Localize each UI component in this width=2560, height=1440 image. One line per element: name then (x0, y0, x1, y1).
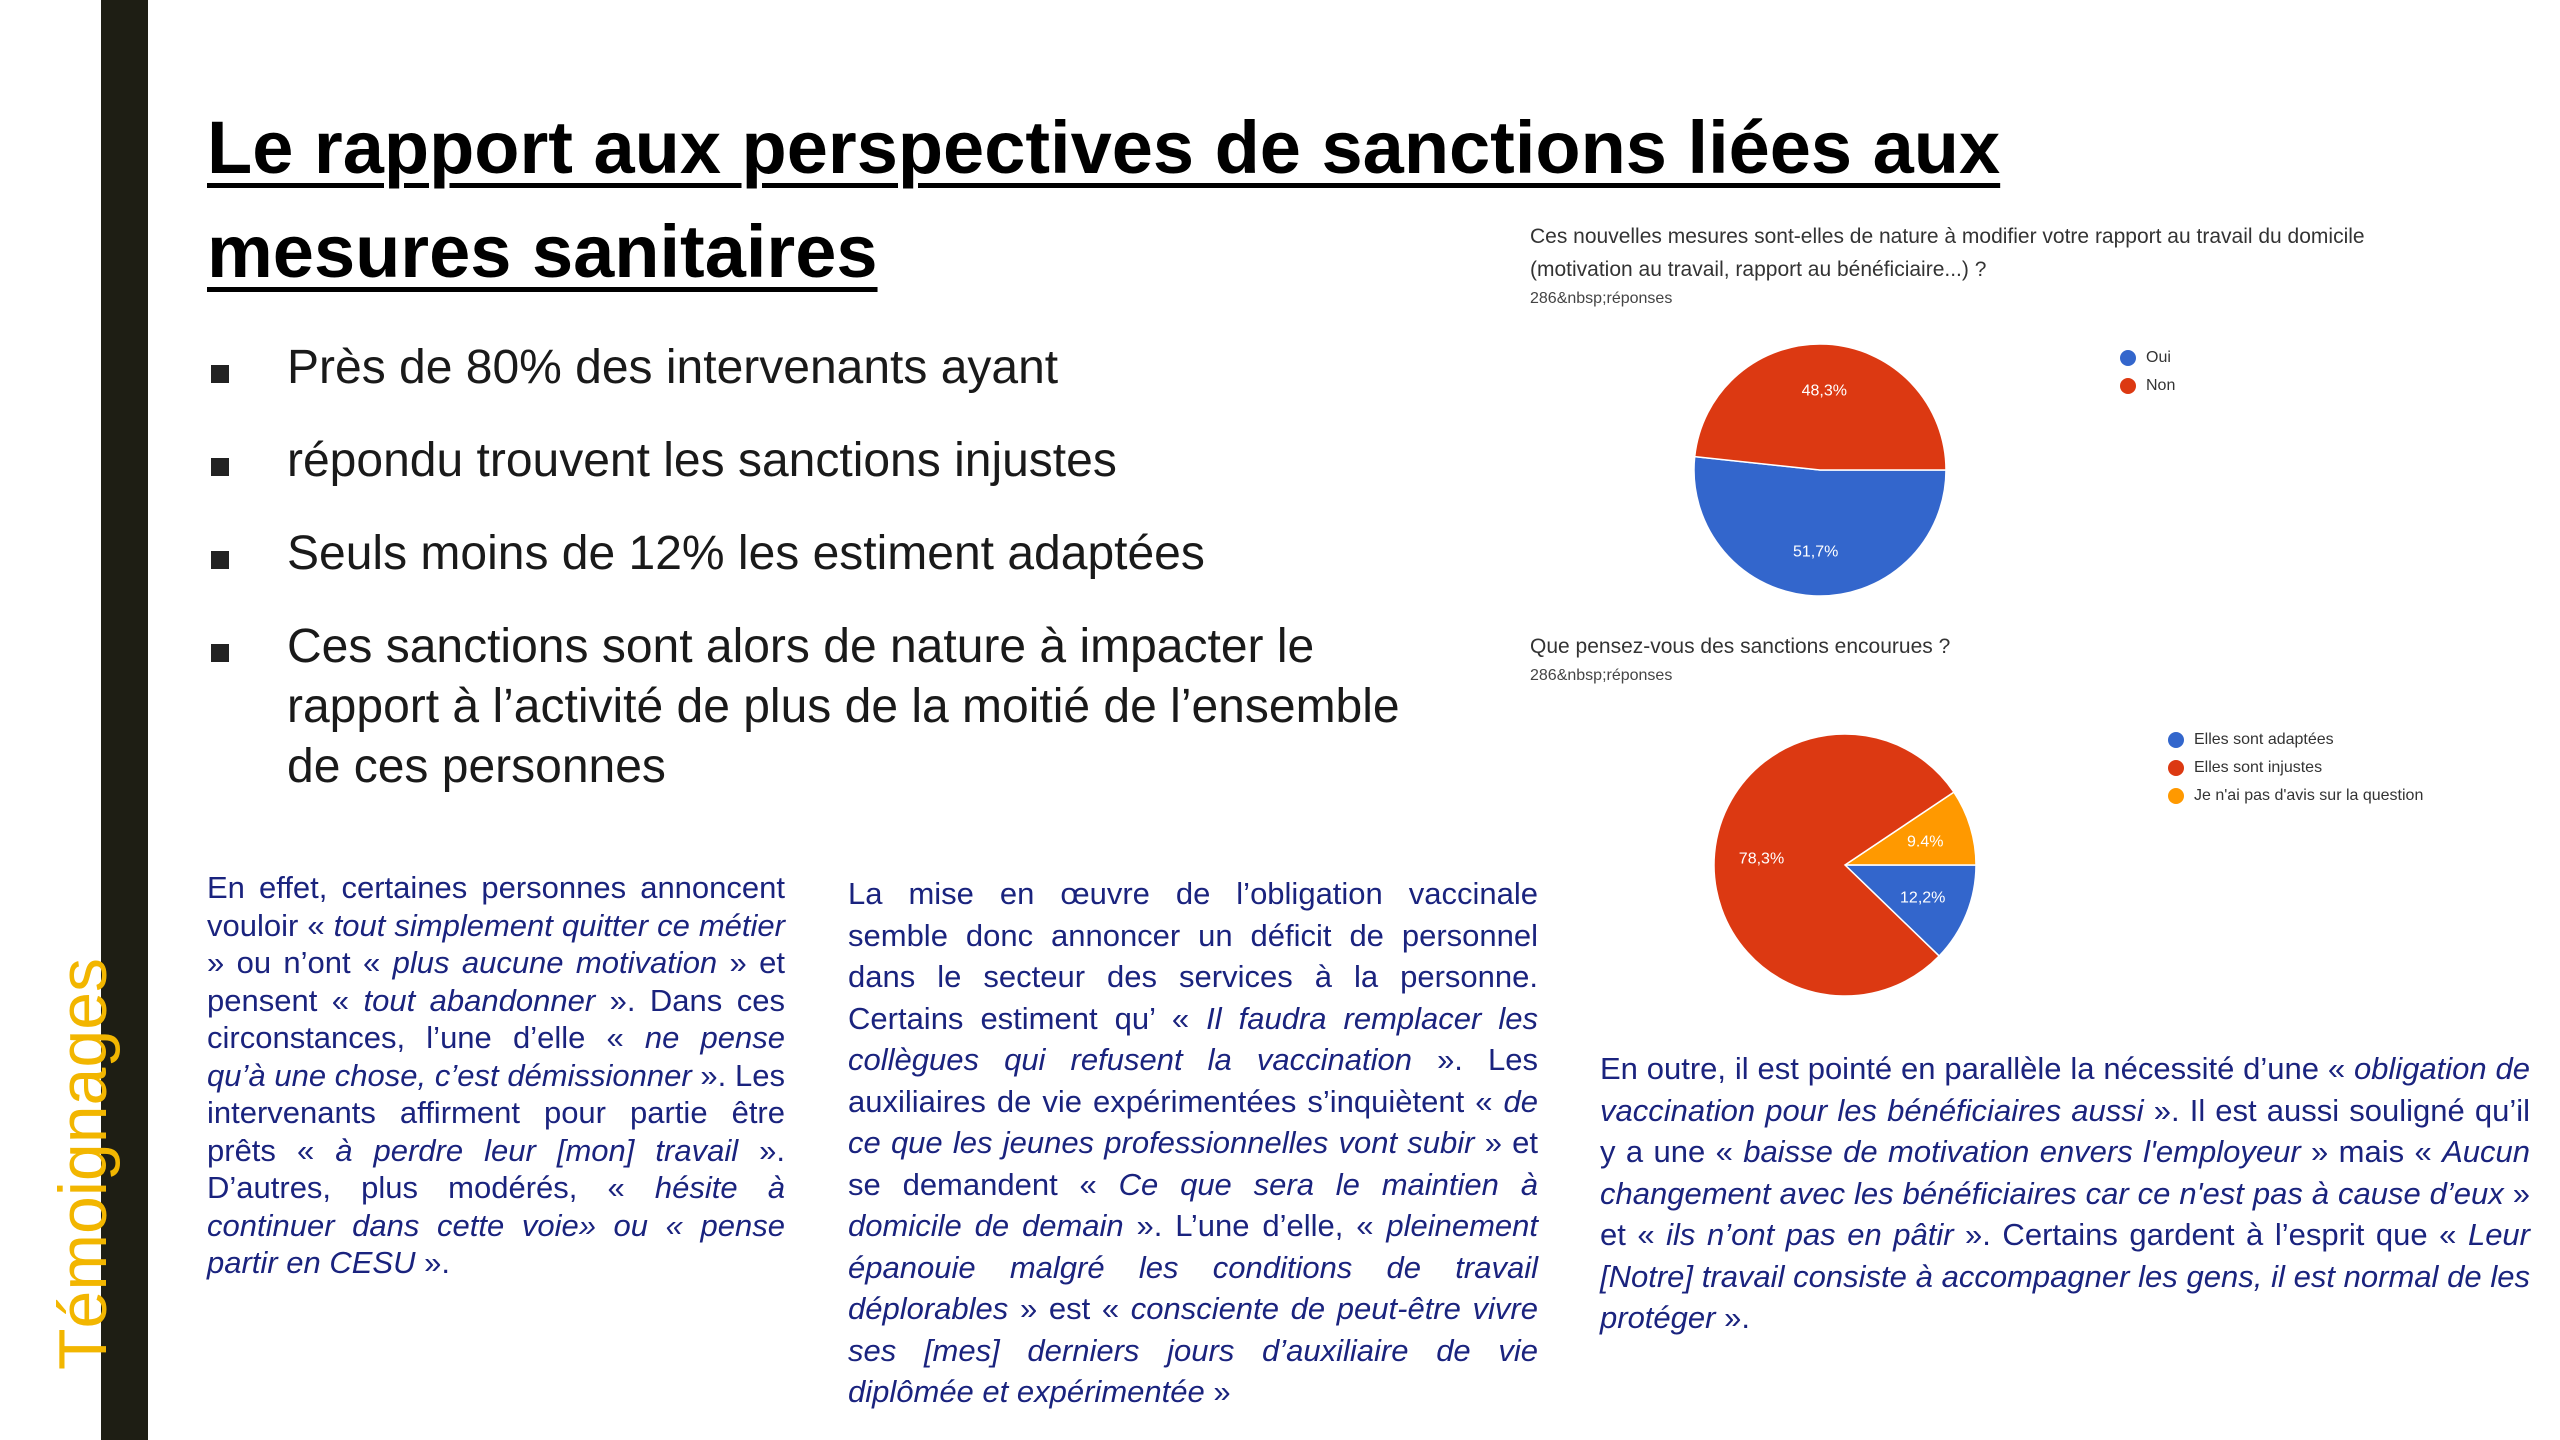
text-run: » mais « (2300, 1134, 2443, 1169)
quote-run: Leur [Notre] travail consiste à accompagner les gens, il est normal de les protéger (1600, 1217, 2530, 1335)
pie-slice-2 (1695, 344, 1946, 470)
legend-entry (2168, 782, 2423, 810)
text-run: ». Il est aussi souligné qu’il y a une « (1600, 1092, 2530, 1169)
text-run: » ou n’ont « (207, 945, 393, 980)
legend-entry (2120, 344, 2175, 372)
text-run: En outre, il est pointé en parallèle la nécessité d’une « (1600, 1051, 2354, 1086)
chart-1-header (1530, 220, 2430, 308)
text-run: ». L’une d’elle, « (1123, 1208, 1387, 1243)
quote-run: de ce que les jeunes professionnelles vont subir (848, 1083, 1538, 1160)
text-run: ». (1715, 1300, 1750, 1335)
quote-run: baisse de motivation envers l'employeur (1743, 1134, 2301, 1169)
bullet-item: Seuls moins de 12% les estiment adaptées (207, 524, 1437, 584)
pie-label-2: 48,3% (1801, 382, 1847, 400)
chart-1-pie (1690, 340, 1950, 600)
text-run: ». Les auxiliaires de vie expérimentées s’inquiètent « (848, 1042, 1538, 1119)
legend-entry (2168, 726, 2423, 754)
pie-label-1: 12,2% (1900, 889, 1946, 907)
testimony-column-1 (207, 869, 785, 1282)
legend-label: Non (2146, 377, 2176, 394)
pie-label-1: 51,7% (1793, 543, 1839, 561)
text-run: ». Certains gardent à l’esprit que « (1953, 1217, 2468, 1252)
quote-run: tout abandonner (363, 982, 596, 1018)
quote-run: Aucun changement avec les bénéficiaires car ce n'est pas à cause d’eux (1600, 1134, 2531, 1211)
quote-run: Il faudra remplacer les collègues qui refusent la vaccination (848, 1000, 1538, 1077)
pie-slice-1 (1694, 457, 1946, 596)
legend-label: Elles sont injustes (2194, 759, 2323, 776)
quote-run: Ce que sera le maintien à domicile de demain (848, 1166, 1538, 1243)
text-run: » et pensent « (207, 945, 785, 1018)
quote-run: hésite à continuer dans cette voie» ou « pense partir en CESU (207, 1170, 786, 1280)
testimony-column-2 (848, 873, 1538, 1413)
testimony-column-3 (1600, 1048, 2530, 1339)
legend-dot (2168, 760, 2184, 776)
side-label: Témoignages (45, 957, 121, 1370)
text-run: ». Dans ces circonstances, l’une d’elle « (207, 982, 785, 1055)
legend-entry (2168, 754, 2423, 782)
legend-entry (2120, 372, 2175, 400)
pie-label-3: 9.4% (1907, 833, 1944, 851)
quote-run: pleinement épanouie malgré les conditions de travail déplorables (848, 1208, 1539, 1326)
chart-1-responses: 286&nbsp;réponses (1530, 290, 1673, 307)
text-run: » et se demandent « (848, 1125, 1538, 1202)
legend-dot (2120, 350, 2136, 366)
legend-dot (2168, 788, 2184, 804)
quote-run: plus aucune motivation (392, 945, 718, 980)
quote-run: consciente de peut-être vivre ses [mes] derniers jours d’auxiliaire de vie diplômée et expérimentée (848, 1291, 1538, 1409)
pie-label-2: 78,3% (1738, 850, 1785, 868)
slide-title: Le rapport aux perspectives de sanctions liées aux mesures sanitaires (207, 106, 2001, 293)
bullet-item: Près de 80% des intervenants ayant (207, 338, 1437, 398)
chart-2-question: Que pensez-vous des sanctions encourues ? (1530, 635, 1951, 658)
text-run: En effet, certaines personnes annoncent vouloir « (207, 870, 785, 943)
bullet-item: Ces sanctions sont alors de nature à impacter le rapport à l’activité de plus de la moitié de l’ensemble de ces personnes (207, 617, 1437, 797)
text-run: La mise en œuvre de l’obligation vaccinale semble donc annoncer un déficit de personnel dans le secteur des services à la personne. Certains estiment qu’ « (848, 876, 1538, 1036)
text-run: ». D’autres, plus modérés, « (207, 1132, 785, 1205)
chart-2-pie (1710, 730, 1980, 1000)
quote-run: tout simplement quitter ce métier (333, 907, 785, 943)
bullet-list (207, 338, 1437, 797)
quote-run: à perdre leur [mon] travail (335, 1132, 739, 1168)
chart-2-responses: 286&nbsp;réponses (1530, 667, 1673, 684)
legend-label: Elles sont adaptées (2194, 731, 2334, 748)
bullet-item: répondu trouvent les sanctions injustes (207, 431, 1437, 491)
text-run: » est « (1008, 1291, 1131, 1326)
legend-dot (2120, 378, 2136, 394)
legend-dot (2168, 732, 2184, 748)
legend-label: Oui (2146, 349, 2171, 366)
text-run: ». Les intervenants affirment pour partie être prêts « (207, 1057, 785, 1168)
chart-2-legend (2168, 726, 2423, 810)
legend-label: Je n'ai pas d'avis sur la question (2194, 787, 2424, 804)
text-run: ». (415, 1245, 450, 1280)
chart-1-question: Ces nouvelles mesures sont-elles de nature à modifier votre rapport au travail du domicile (motivation au travail, rapport au bénéficiaire...) ? (1530, 225, 2365, 281)
chart-1-legend (2120, 344, 2175, 400)
quote-run: ils n’ont pas en pâtir (1666, 1217, 1954, 1252)
text-run: » et « (1600, 1175, 2530, 1252)
quote-run: ne pense qu’à une chose, c’est démissionner (207, 1020, 785, 1093)
text-run: » (1204, 1374, 1231, 1409)
quote-run: obligation de vaccination pour les bénéficiaires aussi (1600, 1051, 2530, 1128)
chart-2-header (1530, 630, 2430, 685)
